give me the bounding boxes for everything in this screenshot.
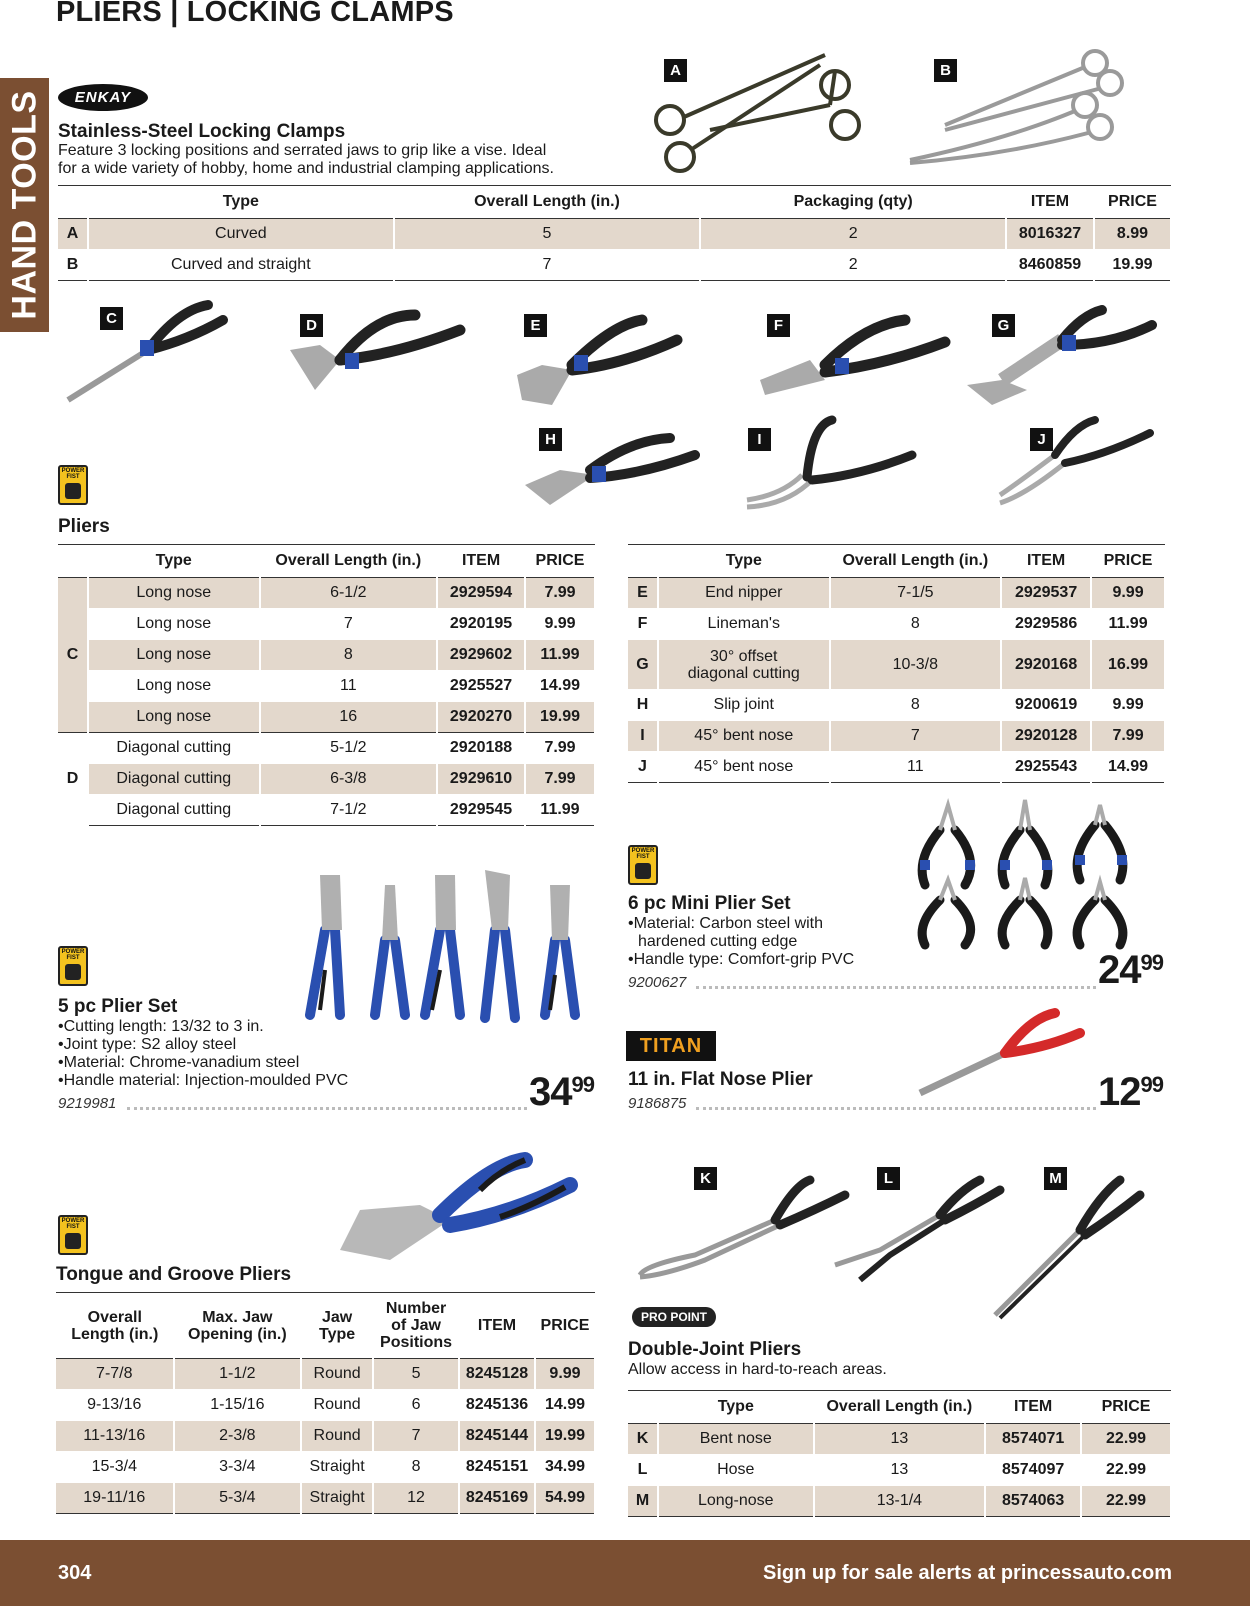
cell-positions: 8 bbox=[373, 1452, 459, 1483]
cell-length: 7-1/5 bbox=[830, 578, 1002, 609]
cell-price: 22.99 bbox=[1081, 1424, 1171, 1455]
cell-length: 7 bbox=[830, 721, 1002, 752]
col-item: ITEM bbox=[459, 1293, 535, 1359]
col-item: ITEM bbox=[437, 545, 525, 578]
pliers-left-table bbox=[58, 544, 596, 826]
row-letter: F bbox=[628, 609, 658, 640]
cell-item: 8574097 bbox=[985, 1455, 1081, 1486]
col-length: Overall Length (in.) bbox=[260, 545, 438, 578]
powerfist-logo-text: POWER FIST bbox=[61, 949, 85, 961]
flat-nose-price bbox=[1098, 1070, 1163, 1115]
clamp-a-image bbox=[640, 45, 880, 180]
cell-length: 7-1/2 bbox=[260, 795, 438, 826]
cell-opening: 3-3/4 bbox=[174, 1452, 302, 1483]
cell-type bbox=[658, 640, 830, 690]
cell-length: 11 bbox=[830, 752, 1002, 783]
footer bbox=[0, 1540, 1250, 1606]
cell-item: 2920270 bbox=[437, 702, 525, 733]
clamps-title: Stainless-Steel Locking Clamps bbox=[58, 121, 346, 142]
cell-type-line-2: diagonal cutting bbox=[687, 664, 800, 682]
col-length: Overall Length (in.) bbox=[830, 545, 1002, 578]
cell-price: 14.99 bbox=[1091, 752, 1165, 783]
five-set-block bbox=[58, 996, 348, 1090]
cell-type: Curved and straight bbox=[88, 250, 394, 281]
cell-item: 2929545 bbox=[437, 795, 525, 826]
signup-link[interactable]: Sign up for sale alerts at princessauto.com bbox=[762, 1562, 1172, 1584]
table-row bbox=[58, 764, 595, 795]
fist-icon bbox=[65, 1233, 81, 1249]
cell-type: 45° bent nose bbox=[658, 721, 830, 752]
cell-length: 13 bbox=[814, 1455, 986, 1486]
row-letter: A bbox=[58, 219, 88, 250]
cell-type: Long-nose bbox=[658, 1486, 814, 1517]
page-title: PLIERS | LOCKING CLAMPS bbox=[56, 0, 454, 28]
cell-length: 8 bbox=[260, 640, 438, 671]
flat-nose-plier-image bbox=[915, 1008, 1090, 1098]
cell-item: 2929537 bbox=[1001, 578, 1091, 609]
cell-item: 8245151 bbox=[459, 1452, 535, 1483]
table-row bbox=[56, 1390, 595, 1421]
cell-price: 34.99 bbox=[535, 1452, 595, 1483]
table-row bbox=[56, 1452, 595, 1483]
row-letter: J bbox=[628, 752, 658, 783]
image-letter-a: A bbox=[664, 59, 687, 82]
pliers-title: Pliers bbox=[58, 516, 110, 537]
five-set-bullet bbox=[58, 1072, 348, 1090]
powerfist-logo-text: POWER FIST bbox=[631, 848, 655, 860]
cell-type: Hose bbox=[658, 1455, 814, 1486]
cell-item: 8245144 bbox=[459, 1421, 535, 1452]
cell-item: 2920168 bbox=[1001, 640, 1091, 690]
five-set-bullet-text: Cutting length: 13/32 to 3 in. bbox=[63, 1018, 264, 1035]
powerfist-logo bbox=[628, 845, 658, 885]
cell-opening: 5-3/4 bbox=[174, 1483, 302, 1514]
cell-type: Diagonal cutting bbox=[88, 795, 260, 826]
cell-item: 2929594 bbox=[437, 578, 525, 609]
col-price: PRICE bbox=[1081, 1391, 1171, 1424]
price-dollars: 24 bbox=[1098, 948, 1141, 992]
cell-item: 2929610 bbox=[437, 764, 525, 795]
table-row bbox=[56, 1421, 595, 1452]
col-qty: Packaging (qty) bbox=[700, 186, 1006, 219]
cell-length: 13-1/4 bbox=[814, 1486, 986, 1517]
col-letter bbox=[58, 545, 88, 578]
cell-type: End nipper bbox=[658, 578, 830, 609]
mini-plier-set-image bbox=[910, 800, 1160, 950]
table-row bbox=[628, 640, 1165, 690]
cell-jaw: Straight bbox=[301, 1483, 373, 1514]
cell-type: Long nose bbox=[88, 578, 260, 609]
cell-price: 14.99 bbox=[535, 1390, 595, 1421]
image-letter-e: E bbox=[524, 314, 547, 337]
table-row bbox=[628, 1455, 1171, 1486]
table-row bbox=[628, 721, 1165, 752]
double-joint-table bbox=[628, 1390, 1172, 1517]
double-joint-l-image bbox=[830, 1170, 1005, 1290]
cell-type: Long nose bbox=[88, 609, 260, 640]
plier-c-image bbox=[68, 300, 228, 405]
plier-d-image bbox=[285, 305, 470, 405]
cell-type: Long nose bbox=[88, 671, 260, 702]
image-letter-j: J bbox=[1030, 428, 1053, 451]
cell-price: 16.99 bbox=[1091, 640, 1165, 690]
cell-type: Slip joint bbox=[658, 690, 830, 721]
cell-length: 6-1/2 bbox=[260, 578, 438, 609]
cell-price: 54.99 bbox=[535, 1483, 595, 1514]
five-set-title: 5 pc Plier Set bbox=[58, 996, 178, 1017]
table-row bbox=[58, 733, 595, 764]
five-set-bullet-text: Material: Chrome-vanadium steel bbox=[63, 1054, 300, 1071]
powerfist-logo-text: POWER FIST bbox=[61, 1218, 85, 1230]
double-joint-m-image bbox=[990, 1170, 1160, 1320]
image-letter-g: G bbox=[992, 314, 1015, 337]
plier-j-image bbox=[995, 415, 1160, 515]
cell-jaw: Round bbox=[301, 1359, 373, 1390]
pliers-right-header bbox=[628, 545, 1165, 578]
cell-item: 2925527 bbox=[437, 671, 525, 702]
col-type: Type bbox=[88, 186, 394, 219]
five-set-bullet bbox=[58, 1054, 348, 1072]
cell-type: 45° bent nose bbox=[658, 752, 830, 783]
tongue-groove-plier-image bbox=[330, 1145, 580, 1270]
row-letter: G bbox=[628, 640, 658, 690]
cell-price: 19.99 bbox=[1094, 250, 1171, 281]
image-letter-c: C bbox=[100, 307, 123, 330]
cell-length: 16 bbox=[260, 702, 438, 733]
cell-item: 8460859 bbox=[1006, 250, 1094, 281]
table-row bbox=[58, 219, 1171, 250]
clamps-table-header bbox=[58, 186, 1171, 219]
row-letter: I bbox=[628, 721, 658, 752]
row-letter: E bbox=[628, 578, 658, 609]
powerfist-logo bbox=[58, 946, 88, 986]
cell-type: Diagonal cutting bbox=[88, 733, 260, 764]
cell-jaw: Round bbox=[301, 1390, 373, 1421]
fist-icon bbox=[635, 863, 651, 879]
mini-set-bullet bbox=[628, 951, 854, 969]
table-row bbox=[628, 690, 1165, 721]
propoint-logo: PRO POINT bbox=[632, 1307, 716, 1327]
mini-set-title: 6 pc Mini Plier Set bbox=[628, 893, 791, 914]
cell-item: 2929586 bbox=[1001, 609, 1091, 640]
double-joint-header bbox=[628, 1391, 1171, 1424]
table-row bbox=[58, 609, 595, 640]
cell-length: 11 bbox=[260, 671, 438, 702]
flat-nose-block bbox=[628, 1069, 813, 1091]
cell-item: 2920128 bbox=[1001, 721, 1091, 752]
table-row bbox=[58, 795, 595, 826]
plier-i-image bbox=[742, 415, 922, 515]
cell-price: 19.99 bbox=[525, 702, 595, 733]
col-item: ITEM bbox=[985, 1391, 1081, 1424]
cell-type: Lineman's bbox=[658, 609, 830, 640]
row-letter: L bbox=[628, 1455, 658, 1486]
price-cents: 99 bbox=[1140, 1072, 1163, 1097]
col-type: Type bbox=[658, 1391, 814, 1424]
image-letter-f: F bbox=[767, 314, 790, 337]
cell-price: 8.99 bbox=[1094, 219, 1171, 250]
cell-length: 6-3/8 bbox=[260, 764, 438, 795]
mini-set-price bbox=[1098, 948, 1163, 993]
page-number: 304 bbox=[58, 1562, 92, 1584]
cell-price: 22.99 bbox=[1081, 1455, 1171, 1486]
col-price: PRICE bbox=[535, 1293, 595, 1359]
cell-price: 7.99 bbox=[525, 733, 595, 764]
image-letter-h: H bbox=[539, 428, 562, 451]
cell-item: 8574071 bbox=[985, 1424, 1081, 1455]
table-row bbox=[628, 1486, 1171, 1517]
table-row bbox=[58, 671, 595, 702]
cell-length: 9-13/16 bbox=[56, 1390, 174, 1421]
fist-icon bbox=[65, 964, 81, 980]
image-letter-m: M bbox=[1044, 1167, 1067, 1190]
flat-nose-sku: 9186875 bbox=[628, 1095, 687, 1112]
cell-price: 19.99 bbox=[535, 1421, 595, 1452]
cell-price: 11.99 bbox=[525, 640, 595, 671]
five-set-bullet bbox=[58, 1036, 348, 1054]
table-row bbox=[56, 1359, 595, 1390]
cell-price: 9.99 bbox=[1091, 690, 1165, 721]
cell-length: 11-13/16 bbox=[56, 1421, 174, 1452]
mini-set-bullet-text: Handle type: Comfort-grip PVC bbox=[633, 951, 855, 968]
price-cents: 99 bbox=[1140, 950, 1163, 975]
col-length: Overall Length (in.) bbox=[394, 186, 701, 219]
dotted-leader bbox=[696, 983, 1096, 989]
cell-positions: 12 bbox=[373, 1483, 459, 1514]
mini-set-bullets bbox=[628, 915, 854, 969]
table-row bbox=[58, 640, 595, 671]
cell-type: Curved bbox=[88, 219, 394, 250]
image-letter-i: I bbox=[748, 428, 771, 451]
double-joint-description: Allow access in hard-to-reach areas. bbox=[628, 1361, 887, 1378]
cell-type: Bent nose bbox=[658, 1424, 814, 1455]
mini-set-bullet-text: Material: Carbon steel with bbox=[633, 915, 824, 932]
dotted-leader bbox=[696, 1104, 1096, 1110]
price-dollars: 34 bbox=[529, 1070, 572, 1114]
table-row bbox=[56, 1483, 595, 1514]
double-joint-title: Double-Joint Pliers bbox=[628, 1339, 802, 1360]
image-letter-b: B bbox=[934, 59, 957, 82]
table-row bbox=[58, 250, 1171, 281]
cell-item: 8245128 bbox=[459, 1359, 535, 1390]
flat-nose-title: 11 in. Flat Nose Plier bbox=[628, 1069, 813, 1090]
mini-set-bullet bbox=[628, 915, 854, 933]
clamps-table bbox=[58, 185, 1172, 281]
cell-price: 9.99 bbox=[535, 1359, 595, 1390]
cell-item: 8016327 bbox=[1006, 219, 1094, 250]
pliers-right-table bbox=[628, 544, 1166, 783]
cell-price: 9.99 bbox=[1091, 578, 1165, 609]
table-row bbox=[628, 752, 1165, 783]
mini-set-sku: 9200627 bbox=[628, 974, 687, 991]
col-opening: Max. Jaw Opening (in.) bbox=[174, 1293, 302, 1359]
cell-item: 2925543 bbox=[1001, 752, 1091, 783]
cell-length: 13 bbox=[814, 1424, 986, 1455]
cell-item: 8245169 bbox=[459, 1483, 535, 1514]
col-length: Overall Length (in.) bbox=[56, 1293, 174, 1359]
col-positions: Number of Jaw Positions bbox=[373, 1293, 459, 1359]
col-item: ITEM bbox=[1001, 545, 1091, 578]
col-letter bbox=[58, 186, 88, 219]
tongue-groove-table bbox=[56, 1292, 596, 1514]
cell-item: 8245136 bbox=[459, 1390, 535, 1421]
col-length: Overall Length (in.) bbox=[814, 1391, 986, 1424]
table-row bbox=[628, 578, 1165, 609]
double-joint-k-image bbox=[635, 1165, 850, 1280]
five-set-bullet bbox=[58, 1018, 348, 1036]
cell-opening: 2-3/8 bbox=[174, 1421, 302, 1452]
clamps-description-line-2: for a wide variety of hobby, home and industrial clamping applications. bbox=[58, 160, 554, 177]
row-letter: H bbox=[628, 690, 658, 721]
cell-length: 5 bbox=[394, 219, 701, 250]
cell-positions: 5 bbox=[373, 1359, 459, 1390]
cell-length: 8 bbox=[830, 690, 1002, 721]
cell-item: 8574063 bbox=[985, 1486, 1081, 1517]
plier-h-image bbox=[520, 430, 705, 515]
cell-price: 9.99 bbox=[525, 609, 595, 640]
tongue-groove-title: Tongue and Groove Pliers bbox=[56, 1264, 292, 1285]
image-letter-k: K bbox=[694, 1167, 717, 1190]
col-letter bbox=[628, 545, 658, 578]
five-set-bullet-text: Joint type: S2 alloy steel bbox=[63, 1036, 237, 1053]
dotted-leader bbox=[127, 1104, 527, 1110]
col-letter bbox=[628, 1391, 658, 1424]
cell-price: 7.99 bbox=[525, 578, 595, 609]
cell-length: 7 bbox=[394, 250, 701, 281]
table-row bbox=[58, 578, 595, 609]
side-tab bbox=[0, 78, 49, 332]
cell-price: 11.99 bbox=[525, 795, 595, 826]
plier-f-image bbox=[755, 310, 955, 405]
five-set-price bbox=[529, 1070, 594, 1115]
price-dollars: 12 bbox=[1098, 1070, 1141, 1114]
titan-logo: TITAN bbox=[626, 1031, 716, 1061]
tongue-groove-header bbox=[56, 1293, 595, 1359]
five-set-bullet-text: Handle material: Injection-moulded PVC bbox=[63, 1072, 349, 1089]
mini-set-bullet-text: hardened cutting edge bbox=[638, 933, 798, 950]
pliers-left-header bbox=[58, 545, 595, 578]
powerfist-logo-text: POWER FIST bbox=[61, 468, 85, 480]
col-jaw-type: Jaw Type bbox=[301, 1293, 373, 1359]
cell-opening: 1-15/16 bbox=[174, 1390, 302, 1421]
cell-item: 2920188 bbox=[437, 733, 525, 764]
five-set-bullets bbox=[58, 1018, 348, 1090]
cell-item: 2929602 bbox=[437, 640, 525, 671]
group-letter-d: D bbox=[58, 733, 88, 826]
cell-length: 10-3/8 bbox=[830, 640, 1002, 690]
cell-qty: 2 bbox=[700, 250, 1006, 281]
row-letter: B bbox=[58, 250, 88, 281]
col-price: PRICE bbox=[525, 545, 595, 578]
cell-price: 7.99 bbox=[1091, 721, 1165, 752]
image-letter-d: D bbox=[300, 314, 323, 337]
powerfist-logo bbox=[58, 465, 88, 505]
cell-positions: 7 bbox=[373, 1421, 459, 1452]
price-cents: 99 bbox=[571, 1072, 594, 1097]
cell-length: 8 bbox=[830, 609, 1002, 640]
plier-g-image bbox=[962, 305, 1162, 415]
cell-jaw: Round bbox=[301, 1421, 373, 1452]
table-row bbox=[628, 609, 1165, 640]
powerfist-logo bbox=[58, 1215, 88, 1255]
cell-price: 22.99 bbox=[1081, 1486, 1171, 1517]
cell-item: 2920195 bbox=[437, 609, 525, 640]
cell-qty: 2 bbox=[700, 219, 1006, 250]
plier-e-image bbox=[512, 310, 687, 410]
cell-length: 7-7/8 bbox=[56, 1359, 174, 1390]
cell-length: 5-1/2 bbox=[260, 733, 438, 764]
cell-opening: 1-1/2 bbox=[174, 1359, 302, 1390]
image-letter-l: L bbox=[877, 1167, 900, 1190]
col-type: Type bbox=[88, 545, 260, 578]
cell-price: 11.99 bbox=[1091, 609, 1165, 640]
clamps-description-line-1: Feature 3 locking positions and serrated jaws to grip like a vise. Ideal bbox=[58, 142, 547, 159]
cell-type: Long nose bbox=[88, 640, 260, 671]
cell-price: 14.99 bbox=[525, 671, 595, 702]
cell-type-line-1: 30° offset bbox=[710, 647, 778, 665]
cell-length: 7 bbox=[260, 609, 438, 640]
col-price: PRICE bbox=[1094, 186, 1171, 219]
cell-item: 9200619 bbox=[1001, 690, 1091, 721]
mini-set-block bbox=[628, 893, 854, 969]
enkay-logo: ENKAY bbox=[58, 84, 148, 111]
col-type: Type bbox=[658, 545, 830, 578]
cell-positions: 6 bbox=[373, 1390, 459, 1421]
group-letter-c: C bbox=[58, 578, 88, 733]
col-item: ITEM bbox=[1006, 186, 1094, 219]
row-letter: K bbox=[628, 1424, 658, 1455]
mini-set-bullet-continued bbox=[628, 933, 854, 951]
side-tab-label: HAND TOOLS bbox=[5, 90, 43, 320]
fist-icon bbox=[65, 483, 81, 499]
row-letter: M bbox=[628, 1486, 658, 1517]
five-set-sku: 9219981 bbox=[58, 1095, 117, 1112]
cell-type: Diagonal cutting bbox=[88, 764, 260, 795]
clamps-description bbox=[58, 142, 554, 178]
col-price: PRICE bbox=[1091, 545, 1165, 578]
cell-length: 15-3/4 bbox=[56, 1452, 174, 1483]
cell-type: Long nose bbox=[88, 702, 260, 733]
table-row bbox=[58, 702, 595, 733]
clamp-b-image bbox=[905, 45, 1135, 170]
cell-length: 19-11/16 bbox=[56, 1483, 174, 1514]
table-row bbox=[628, 1424, 1171, 1455]
cell-jaw: Straight bbox=[301, 1452, 373, 1483]
cell-price: 7.99 bbox=[525, 764, 595, 795]
